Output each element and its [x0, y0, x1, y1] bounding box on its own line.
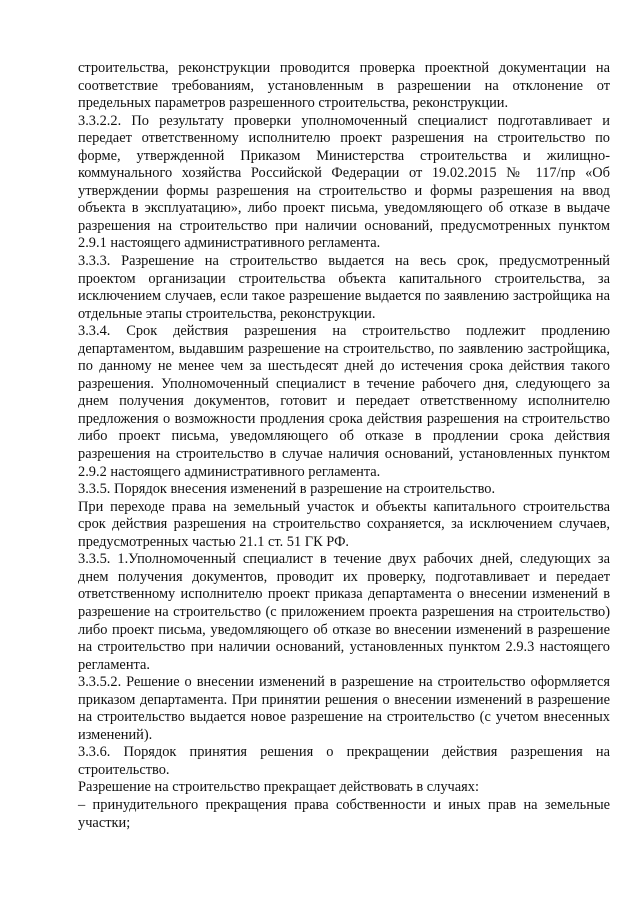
- document-page: [78, 60, 610, 832]
- paragraph-3-3-5-1: 3.3.5. 1.Уполномоченный специалист в течение двух рабочих дней, следующих за днем получения документов, проводит их проверку, подготавливает и передает ответственному исполнителю проект приказа департамента о внесении изменений в разрешение на строительство (с приложением проекта разрешения на строительство) либо проект письма, уведомляющего об отказе во внесении изменений в разрешение на строительство при наличии оснований, установленных пунктом 2.9.3 настоящего регламента.: [78, 551, 610, 673]
- paragraph-3-3-2-2: 3.3.2.2. По результату проверки уполномоченный специалист подготавливает и передает ответственному исполнителю проект разрешения на строительство по форме, утвержденной Приказом Министерства строительства и жилищно-коммунального хозяйства Российской Федерации от 19.02.2015 № 117/пр «Об утверждении формы разрешения на строительство и формы разрешения на ввод объекта в эксплуатацию», либо проект письма, уведомляющего об отказе в выдаче разрешения на строительство при наличии оснований, предусмотренных пунктом 2.9.1 настоящего административного регламента.: [78, 112, 610, 252]
- paragraph-3-3-4: 3.3.4. Срок действия разрешения на строительство подлежит продлению департаментом, выдавшим разрешение на строительство, по заявлению застройщика, по данному не менее чем за шестьдесят дней до истечения срока действия такого разрешения. Уполномоченный специалист в течение рабочего дня, следующего за днем получения документов, готовит и передает ответственному исполнителю предложения о возможности продления срока действия разрешения на строительство либо проект письма, уведомляющего об отказе в продлении срока действия разрешения на строительство в случае наличия оснований, установленных пунктом 2.9.2 настоящего административного регламента.: [78, 323, 610, 480]
- paragraph-transfer-of-rights: При переходе права на земельный участок и объекты капитального строительства срок действия разрешения на строительство сохраняется, за исключением случаев, предусмотренных частью 21.1 ст. 51 ГК РФ.: [78, 498, 610, 550]
- paragraph-3-3-5-heading: 3.3.5. Порядок внесения изменений в разрешение на строительство.: [78, 481, 496, 498]
- paragraph-3-3-3: 3.3.3. Разрешение на строительство выдается на весь срок, предусмотренный проектом организации строительства объекта капитального строительства, за исключением случаев, если такое разрешение выдается по заявлению застройщика на отдельные этапы строительства, реконструкции.: [78, 253, 610, 322]
- paragraph-3-3-6-heading: 3.3.6. Порядок принятия решения о прекращении действия разрешения на строительство.: [78, 744, 610, 778]
- list-item-forced-termination: – принудительного прекращения права собственности и иных прав на земельные участки;: [78, 796, 610, 831]
- paragraph-termination-cases: Разрешение на строительство прекращает действовать в случаях:: [78, 779, 479, 796]
- paragraph-3-3-5-2: 3.3.5.2. Решение о внесении изменений в разрешение на строительство оформляется приказом департамента. При принятии решения о внесении изменений в разрешение на строительство выдается новое разрешение на строительство (с учетом внесенных изменений).: [78, 674, 610, 743]
- paragraph-continuation: строительства, реконструкции проводится проверка проектной документации на соответствие требованиям, установленным в разрешении на отклонение от предельных параметров разрешенного строительства, реконструкции.: [78, 60, 610, 112]
